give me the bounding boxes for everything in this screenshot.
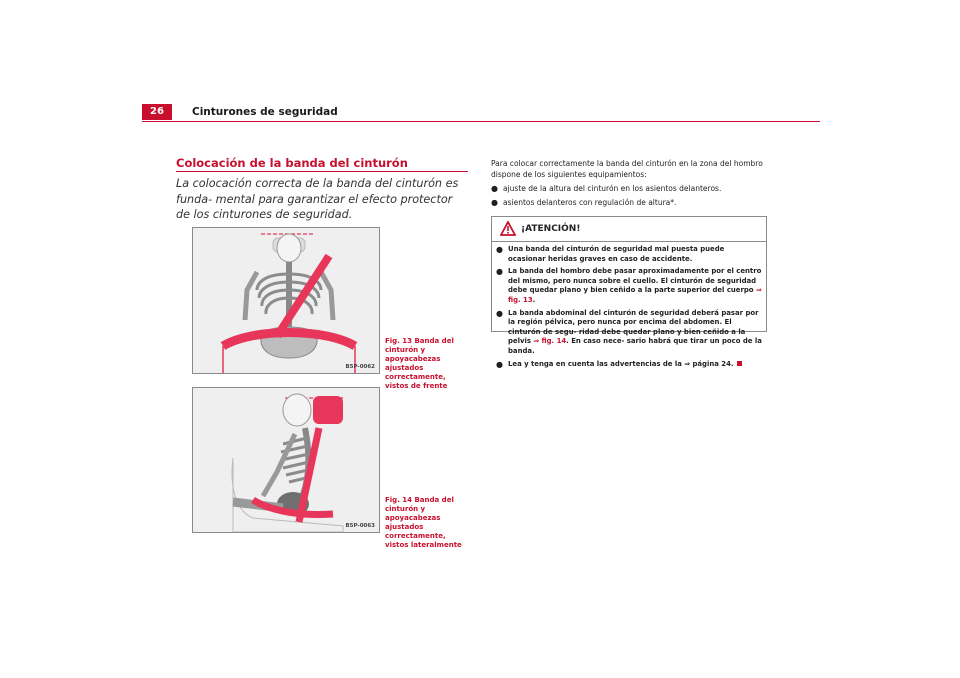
running-title: Cinturones de seguridad xyxy=(192,106,338,118)
cross-ref-arrow: ⇒ xyxy=(755,286,762,295)
warning-item: ● Lea y tenga en cuenta las advertencias de la ⇒ página 24. xyxy=(496,360,762,370)
list-item: ● ajuste de la altura del cinturón en los asientos delanteros. xyxy=(491,184,722,193)
bullet-icon: ● xyxy=(496,308,503,318)
cross-ref-arrow: ⇒ xyxy=(684,359,691,368)
figure-13-front-view xyxy=(192,227,380,374)
bullet-icon: ● xyxy=(491,184,498,193)
skeleton-side-illustration xyxy=(193,388,379,532)
warning-item: ● Una banda del cinturón de seguridad mal puesta puede ocasionar heridas graves en caso de accidente. xyxy=(496,245,725,263)
fig-13-link[interactable]: fig. 13 xyxy=(508,295,533,304)
warning-item: ● La banda abdominal del cinturón de seguridad deberá pasar por la región pélvica, pero nunca por encima del abdomen. El cinturón de segu- ridad debe quedar plano y bien ceñido a la pelvis ⇒ fig. 14. En caso nece- sario habrá que tirar un poco de la banda. xyxy=(496,308,762,355)
warning-box xyxy=(491,216,767,369)
figure-13-caption: Fig. 13 Banda del cinturón y apoyacabezas ajustados correctamente, vistos de frente xyxy=(385,337,454,390)
section-rule xyxy=(176,171,468,172)
warning-title: ¡ATENCIÓN! xyxy=(521,224,581,234)
bullet-icon: ● xyxy=(496,245,503,254)
figure-14-caption: Fig. 14 Banda del cinturón y apoyacabezas ajustados correctamente, vistos lateralmente xyxy=(385,496,462,549)
skeleton-front-illustration xyxy=(193,228,379,373)
header-rule xyxy=(142,121,820,122)
figure-code: B5P-0062 xyxy=(345,364,375,370)
end-of-section-icon xyxy=(737,361,742,366)
warning-item: ● La banda del hombro debe pasar aproximadamente por el centro del mismo, pero nunca sobre el cuello. El cinturón de seguridad debe quedar plano y bien ceñido a la parte superior del cuerpo ⇒ fig. 13. xyxy=(496,267,762,304)
section-title: Colocación de la banda del cinturón xyxy=(176,156,408,170)
bullet-icon: ● xyxy=(496,267,503,277)
bullet-list xyxy=(491,183,766,211)
figure-14-side-view xyxy=(192,387,380,533)
warning-list xyxy=(496,245,762,372)
body-paragraph: Para colocar correctamente la banda del cinturón en la zona del hombro dispone de los siguientes equipamientos: xyxy=(491,159,763,179)
page-24-link[interactable]: página 24. xyxy=(690,359,734,368)
section-intro: La colocación correcta de la banda del cinturón es funda- mental para garantizar el efecto protector de los cinturones de seguridad. xyxy=(176,177,459,221)
warning-header xyxy=(492,217,766,242)
bullet-icon: ● xyxy=(491,198,498,207)
page-number: 26 xyxy=(142,104,172,120)
warning-triangle-icon xyxy=(500,221,516,236)
list-item: ● asientos delanteros con regulación de altura*. xyxy=(491,198,677,207)
bullet-icon: ● xyxy=(496,359,503,369)
figure-code: B5P-0063 xyxy=(345,523,375,529)
fig-14-link[interactable]: fig. 14 xyxy=(541,337,567,346)
cross-ref-arrow: ⇒ xyxy=(533,337,540,346)
